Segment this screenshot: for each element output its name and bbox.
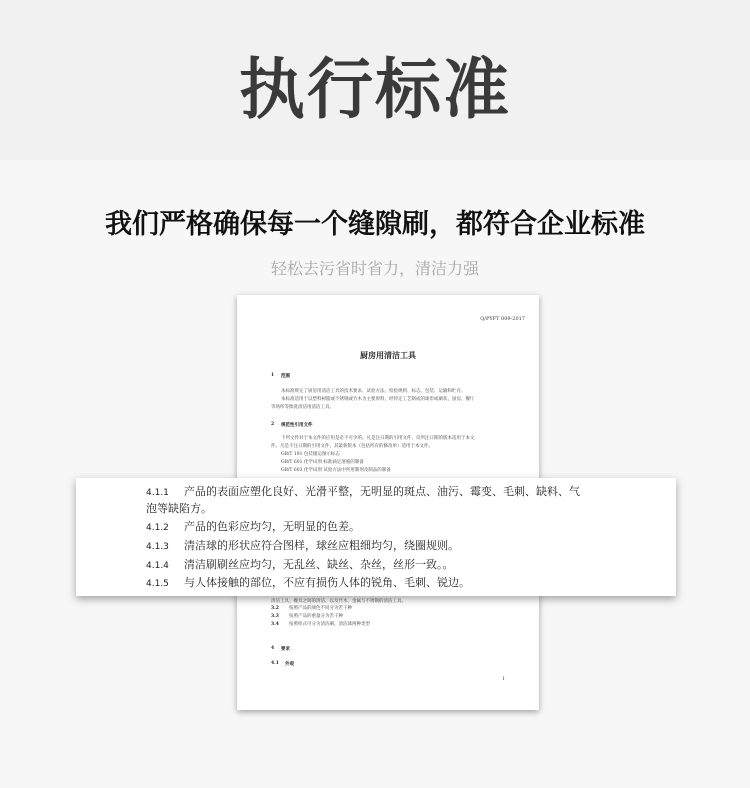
section-1-number: 1 bbox=[271, 373, 275, 378]
section-1-title: 范围 bbox=[281, 374, 290, 379]
clause-text: 泡等缺陷方。 bbox=[146, 502, 212, 515]
section-4-1-number: 4.1 bbox=[271, 661, 279, 666]
clause-text: 清洁球的形状应符合图样，球丝应粗细均匀，绕圈规则。 bbox=[184, 539, 459, 552]
section-3-2-text: 按照产品的颜色不同分为若干种 bbox=[289, 606, 352, 611]
section-2-number: 2 bbox=[271, 422, 275, 427]
section-4-number: 4 bbox=[271, 646, 275, 651]
section-3-3-number: 3.3 bbox=[271, 614, 279, 619]
header-band bbox=[0, 0, 750, 160]
page-title: 执行标准 bbox=[239, 51, 511, 128]
document-code: Q/PYFT 009-2017 bbox=[480, 316, 525, 322]
list-item bbox=[146, 558, 454, 573]
section-2-paragraph-1b: 件。凡是不注日期的引用文件，其最新版本（包括所有的修改单）适用于本文件。 bbox=[271, 444, 433, 449]
clause-number: 4.1.3 bbox=[146, 542, 169, 552]
clause-number: 4.1.1 bbox=[146, 488, 169, 498]
section-3-line-1: 清洁工具、餐具之间的清洁、以及竹木、金属与不锈钢的清洁工具。 bbox=[271, 599, 406, 604]
list-item bbox=[146, 539, 459, 554]
section-4-title: 要求 bbox=[281, 647, 290, 652]
section-2-reference-3: GB/T 603 化学试剂 试验方法中所用制剂及制品的制备 bbox=[281, 468, 391, 473]
section-3-2-number: 3.2 bbox=[271, 606, 279, 611]
clause-number: 4.1.4 bbox=[146, 561, 169, 571]
clause-text: 清洁刷刷丝应均匀，无乱丝、缺丝、杂丝，丝形一致。。 bbox=[184, 558, 454, 571]
section-3-3-text: 按照产品的重量分为若干种 bbox=[289, 614, 343, 619]
page-number: 1 bbox=[502, 677, 505, 682]
list-item bbox=[146, 485, 580, 500]
section-2-paragraph-1a: 下列文件对于本文件的应用是必不可少的。凡是注日期的引用文件，仅所注日期的版本适用于本文 bbox=[281, 436, 475, 441]
subheadline: 轻松去污省时省力，清洁力强 bbox=[270, 259, 479, 278]
section-1-paragraph-2a: 本标准适用于以塑料树脂或不锈钢或竹木为主要原料，经特定工艺制成的球形或刷状、厨房、餐厅 bbox=[281, 397, 475, 402]
list-item bbox=[146, 502, 212, 516]
section-2-reference-1: GB/T 191 包装储运图示标志 bbox=[281, 452, 340, 457]
list-item bbox=[146, 520, 360, 535]
list-item bbox=[146, 576, 470, 591]
section-2-reference-2: GB/T 601 化学试剂 标准滴定溶液的制备 bbox=[281, 460, 364, 465]
clause-text: 产品的表面应塑化良好、光滑平整，无明显的斑点、油污、霉变、毛刺、缺料、气 bbox=[184, 485, 580, 498]
section-1-paragraph-2b: 等场所等擦洗清洁用清洁工具。 bbox=[271, 405, 334, 410]
clause-number: 4.1.2 bbox=[146, 523, 169, 533]
section-3-4-number: 3.4 bbox=[271, 622, 279, 627]
zoomed-excerpt bbox=[76, 478, 676, 596]
document-title: 厨房用清洁工具 bbox=[360, 350, 416, 360]
headline: 我们严格确保每一个缝隙刷，都符合企业标准 bbox=[105, 209, 645, 240]
section-3-4-text: 按照样式可分为清洁刷、清洁球两种类型 bbox=[289, 622, 370, 627]
clause-text: 与人体接触的部位，不应有损伤人体的锐角、毛刺、锐边。 bbox=[184, 576, 470, 589]
section-2-title: 规范性引用文件 bbox=[281, 423, 313, 428]
section-1-paragraph-1: 本标准规定了厨房用清洁工具的技术要求、试验方法、检验规则、标志、包装、运输和贮存。 bbox=[281, 389, 466, 394]
section-4-1-title: 外观 bbox=[285, 662, 294, 667]
clause-text: 产品的色彩应均匀，无明显的色差。 bbox=[184, 520, 360, 533]
clause-number: 4.1.5 bbox=[146, 579, 169, 589]
